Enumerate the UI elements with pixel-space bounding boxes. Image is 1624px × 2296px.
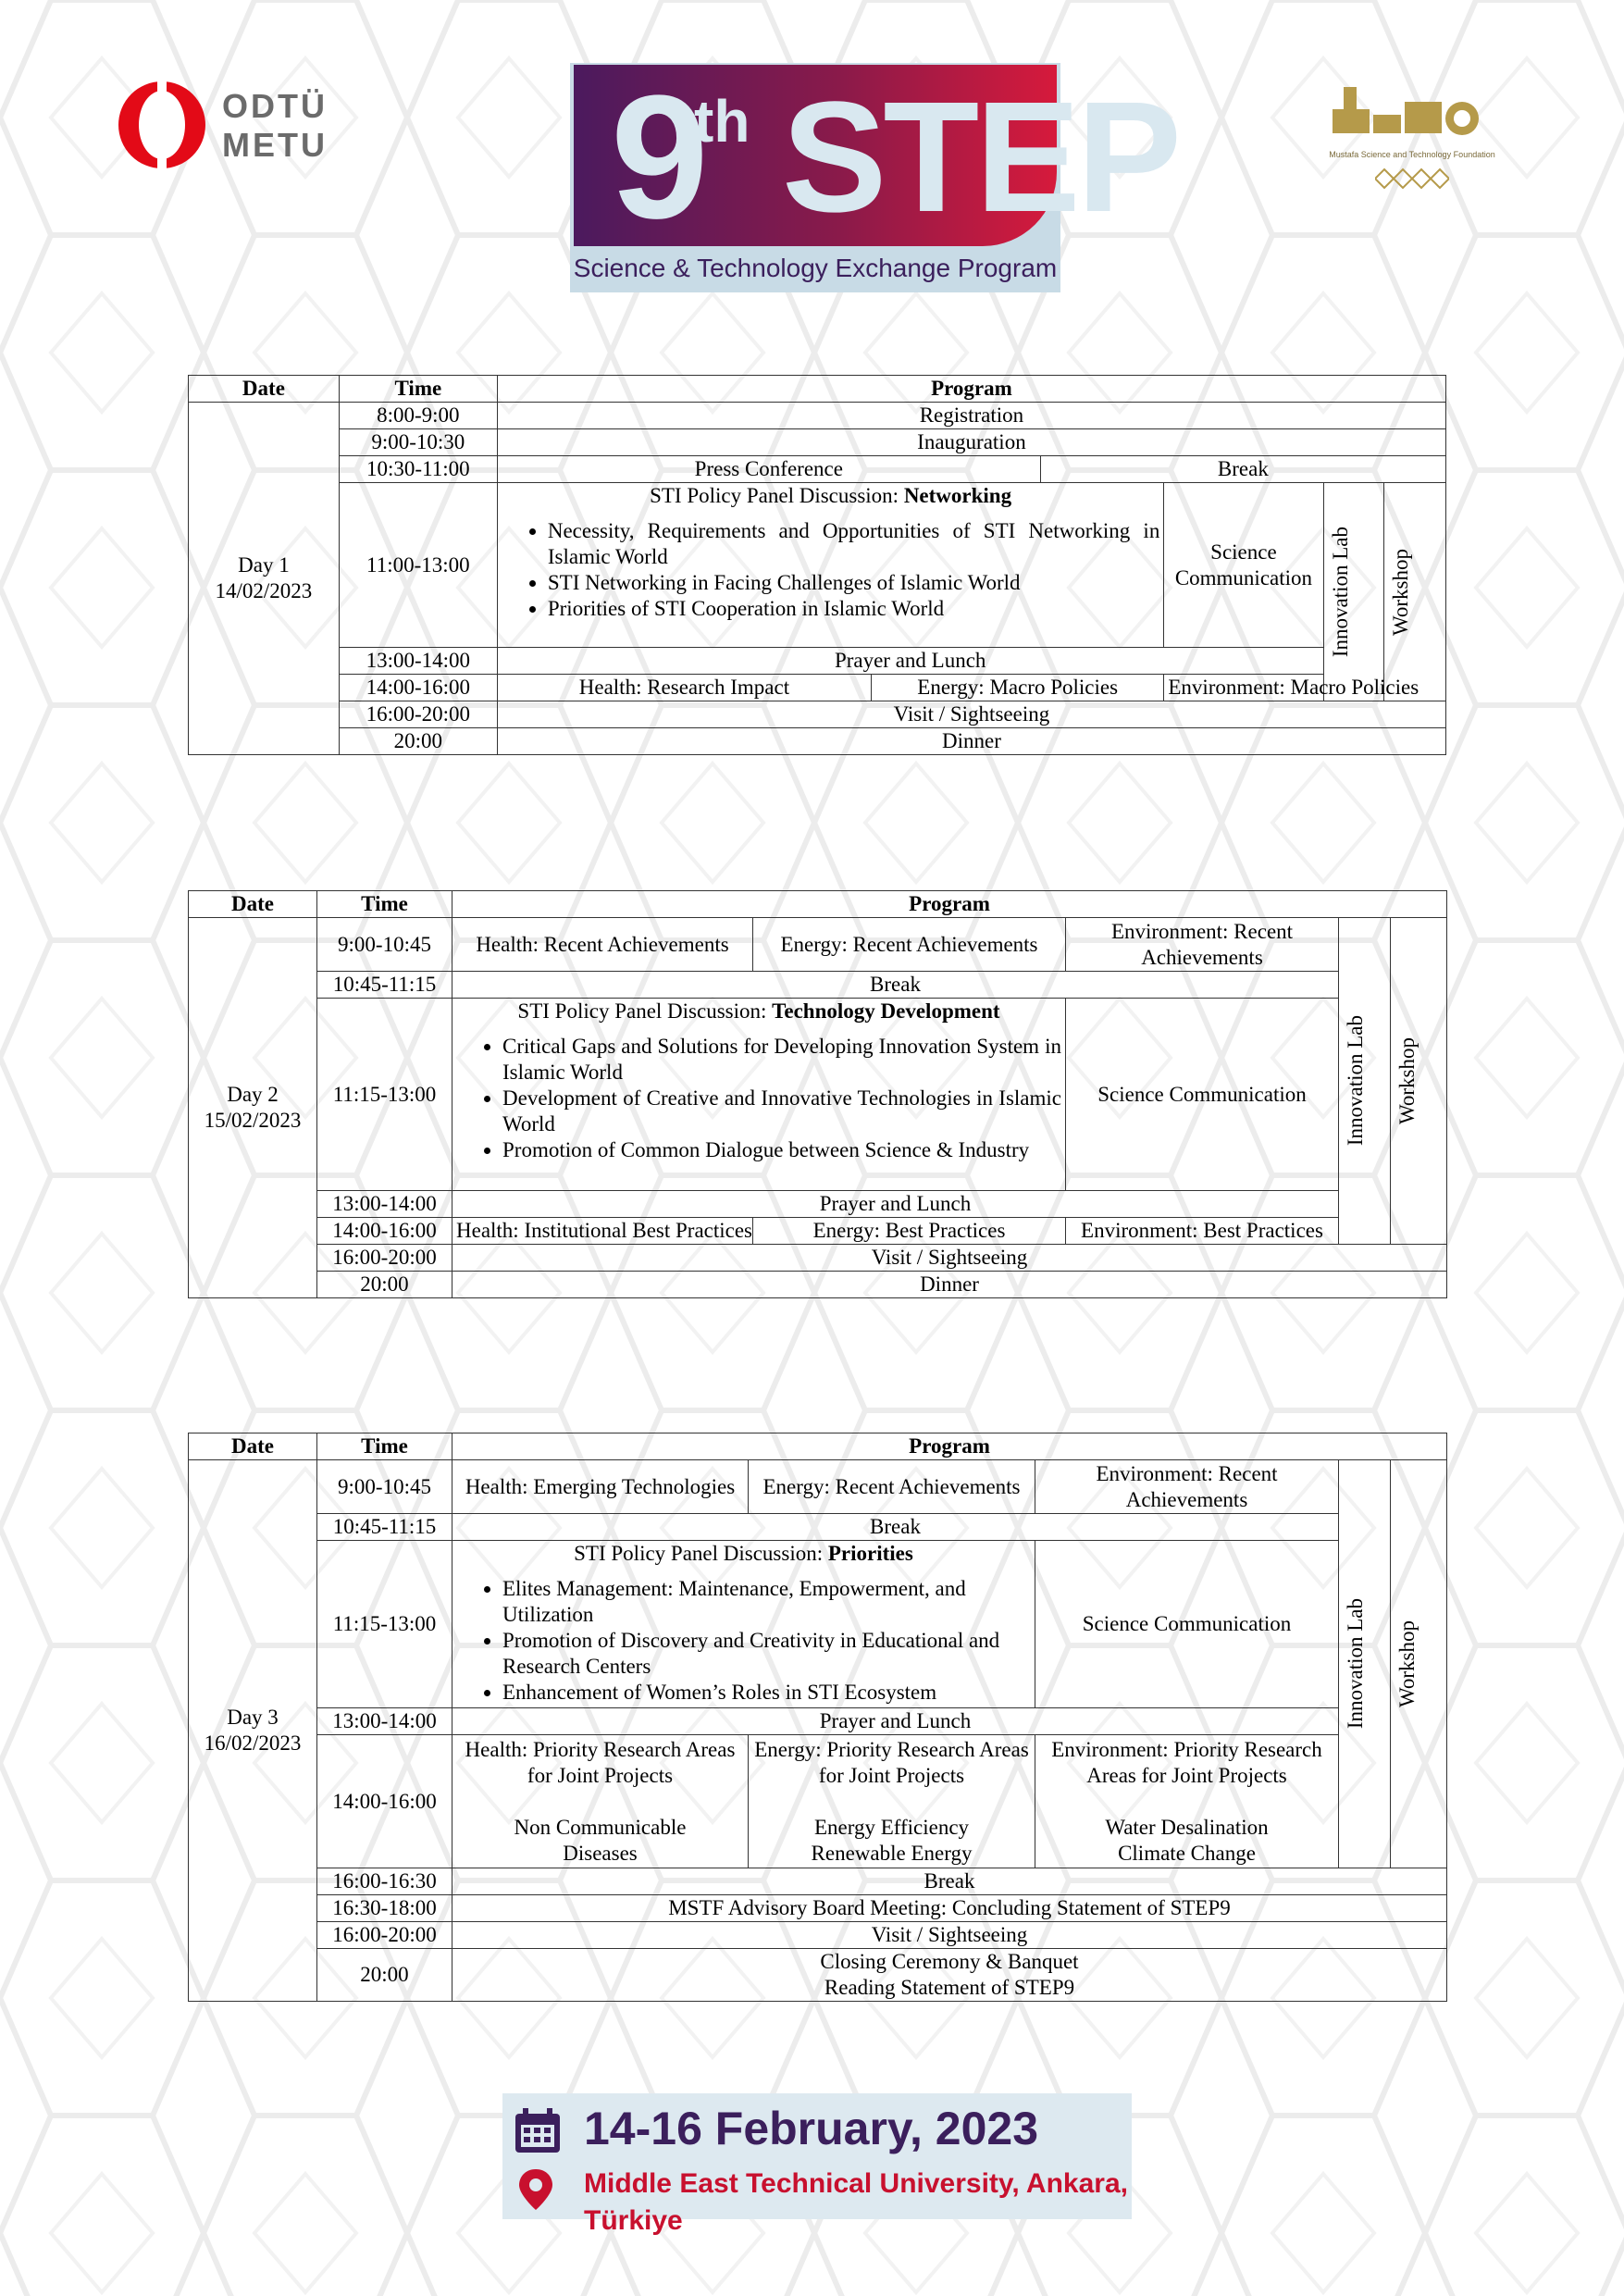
- health-topic: Non Communicable Diseases: [514, 1815, 687, 1865]
- energy-session-cell: Energy: Macro Policies: [872, 675, 1164, 701]
- day-date: 14/02/2023: [215, 579, 313, 602]
- table-row: [189, 1460, 1447, 1514]
- health-session-title: Health: Priority Research Areas for Joint Projects: [465, 1737, 736, 1787]
- energy-session-title: Energy: Priority Research Areas for Joint Projects: [754, 1737, 1029, 1787]
- table-header-row: [189, 1433, 1447, 1460]
- table-row: [189, 1245, 1447, 1272]
- time-cell: 16:00-16:30: [317, 1868, 452, 1895]
- panel-title: STI Policy Panel Discussion: Technology Development: [517, 999, 1000, 1023]
- panel-title: STI Policy Panel Discussion: Priorities: [574, 1542, 913, 1565]
- energy-session-cell: Energy: Recent Achievements: [753, 918, 1066, 972]
- metu-emblem-icon: [118, 81, 205, 168]
- day-cell: [189, 403, 340, 755]
- time-cell: 9:00-10:30: [339, 429, 497, 456]
- environment-session-title: Environment: Priority Research Areas for Joint Projects: [1051, 1737, 1322, 1787]
- table-header-row: [189, 376, 1446, 403]
- step-logo: [570, 59, 1179, 292]
- time-cell: 16:00-20:00: [317, 1922, 452, 1949]
- table-row: [189, 483, 1446, 648]
- program-cell: Break: [452, 972, 1339, 999]
- reading-statement-line: Reading Statement of STEP9: [824, 1976, 1075, 1999]
- table-row: [189, 1272, 1447, 1298]
- time-cell: 8:00-9:00: [339, 403, 497, 429]
- list-item: • Enhancement of Women’s Roles in STI Ecosystem: [502, 1680, 1031, 1706]
- time-cell: 16:30-18:00: [317, 1895, 452, 1922]
- health-session-cell: Health: Recent Achievements: [452, 918, 753, 972]
- environment-session-cell: Environment: Recent Achievements: [1035, 1460, 1339, 1514]
- table-header-row: [189, 891, 1447, 918]
- table-row: [189, 918, 1447, 972]
- science-communication-cell: Science Communication: [1066, 999, 1339, 1191]
- day-label: Day 1: [238, 553, 290, 577]
- time-cell: 16:00-20:00: [317, 1245, 452, 1272]
- time-cell: 11:15-13:00: [317, 999, 452, 1191]
- program-cell: Prayer and Lunch: [452, 1708, 1339, 1735]
- time-header: Time: [317, 891, 452, 918]
- environment-session-cell: Environment: Best Practices: [1066, 1218, 1339, 1245]
- time-cell: 10:45-11:15: [317, 1514, 452, 1541]
- time-cell: 10:45-11:15: [317, 972, 452, 999]
- time-cell: 14:00-16:00: [317, 1218, 452, 1245]
- table-row: [189, 1541, 1447, 1708]
- day-label: Day 2: [227, 1083, 279, 1106]
- science-communication-cell: Science Communication: [1164, 483, 1323, 648]
- metu-logo: [118, 81, 328, 174]
- table-row: [189, 1735, 1447, 1868]
- energy-session-cell: [749, 1735, 1035, 1868]
- day-cell: [189, 1460, 317, 2002]
- closing-ceremony-line: Closing Ceremony & Banquet: [820, 1950, 1079, 1973]
- table-row: [189, 648, 1446, 675]
- list-item: • Elites Management: Maintenance, Empowerment, and Utilization: [502, 1576, 1031, 1628]
- time-cell: 14:00-16:00: [317, 1735, 452, 1868]
- calendar-icon: [514, 2106, 562, 2154]
- program-cell: Registration: [497, 403, 1445, 429]
- environment-session-cell: [1035, 1735, 1339, 1868]
- metu-logo-line1: ODTÜ: [222, 87, 328, 125]
- innovation-lab-label: Innovation Lab: [1344, 1015, 1367, 1147]
- program-cell: MSTF Advisory Board Meeting: Concluding Statement of STEP9: [452, 1895, 1447, 1922]
- time-cell: 20:00: [317, 1949, 452, 2002]
- energy-topic: Energy Efficiency: [813, 1815, 970, 1839]
- location-pin-icon: [515, 2167, 556, 2212]
- day-date: 16/02/2023: [204, 1731, 302, 1755]
- day-date: 15/02/2023: [204, 1109, 302, 1132]
- table-row: [189, 728, 1446, 755]
- metu-logo-line2: METU: [222, 126, 328, 164]
- date-header: Date: [189, 376, 340, 403]
- table-row: [189, 1922, 1447, 1949]
- table-row: [189, 1708, 1447, 1735]
- event-dates-banner: [502, 2093, 1132, 2236]
- science-communication-cell: Science Communication: [1035, 1541, 1339, 1708]
- panel-bullets: [456, 1034, 1061, 1163]
- environment-topic: Climate Change: [1118, 1841, 1256, 1865]
- panel-bullets: [502, 518, 1159, 622]
- workshop-cell: [1384, 483, 1446, 701]
- list-item: • Development of Creative and Innovative Technologies in Islamic World: [502, 1086, 1061, 1137]
- health-session-cell: Health: Emerging Technologies: [452, 1460, 749, 1514]
- time-cell: 16:00-20:00: [339, 701, 497, 728]
- workshop-label: Workshop: [1395, 1037, 1419, 1124]
- workshop-cell: [1391, 1460, 1447, 1868]
- innovation-lab-cell: [1339, 918, 1391, 1245]
- program-cell: [452, 1949, 1447, 2002]
- list-item: • Promotion of Common Dialogue between Science & Industry: [502, 1137, 1061, 1163]
- workshop-cell: [1391, 918, 1447, 1245]
- table-row: [189, 456, 1446, 483]
- day-label: Day 3: [227, 1706, 279, 1729]
- workshop-label: Workshop: [1389, 548, 1413, 636]
- step-logo-ordinal: th: [694, 88, 750, 155]
- environment-session-cell: Environment: Macro Policies: [1164, 675, 1323, 701]
- event-location: Middle East Technical University, Ankara, Türkiye: [584, 2168, 1128, 2236]
- list-item: • Critical Gaps and Solutions for Developing Innovation System in Islamic World: [502, 1034, 1061, 1086]
- program-cell: Prayer and Lunch: [452, 1191, 1339, 1218]
- panel-cell: [497, 483, 1163, 648]
- energy-session-cell: Energy: Recent Achievements: [749, 1460, 1035, 1514]
- step-logo-subtitle: Science & Technology Exchange Program: [573, 254, 1058, 282]
- program-cell: Visit / Sightseeing: [497, 701, 1445, 728]
- day1-schedule-table: [188, 375, 1446, 755]
- date-header: Date: [189, 891, 317, 918]
- program-cell: Visit / Sightseeing: [452, 1922, 1447, 1949]
- energy-session-cell: Energy: Best Practices: [753, 1218, 1066, 1245]
- program-cell: Inauguration: [497, 429, 1445, 456]
- innovation-lab-label: Innovation Lab: [1328, 526, 1352, 658]
- program-cell: Break: [452, 1868, 1447, 1895]
- energy-topic: Renewable Energy: [811, 1841, 973, 1865]
- table-row: [189, 1868, 1447, 1895]
- table-row: [189, 1514, 1447, 1541]
- table-row: [189, 999, 1447, 1191]
- table-row: [189, 701, 1446, 728]
- table-row: [189, 1218, 1447, 1245]
- panel-topic: Technology Development: [772, 999, 1000, 1023]
- program-cell: Dinner: [452, 1272, 1447, 1298]
- innovation-lab-label: Innovation Lab: [1344, 1598, 1367, 1730]
- panel-cell: [452, 1541, 1035, 1708]
- day3-schedule-table: [188, 1433, 1447, 2002]
- day-cell: [189, 918, 317, 1298]
- table-row: [189, 972, 1447, 999]
- environment-topic: Water Desalination: [1105, 1815, 1269, 1839]
- mstf-logo-caption: Mustafa Science and Technology Foundation: [1329, 150, 1495, 159]
- time-cell: 20:00: [339, 728, 497, 755]
- health-session-cell: [452, 1735, 749, 1868]
- program-cell: Visit / Sightseeing: [452, 1245, 1447, 1272]
- program-cell: Dinner: [497, 728, 1445, 755]
- table-row: [189, 403, 1446, 429]
- time-header: Time: [339, 376, 497, 403]
- mstf-pattern-icon: [1375, 165, 1449, 192]
- time-cell: 9:00-10:45: [317, 918, 452, 972]
- table-row: [189, 1949, 1447, 2002]
- list-item: • Priorities of STI Cooperation in Islamic World: [548, 596, 1159, 622]
- list-item: • Necessity, Requirements and Opportunities of STI Networking in Islamic World: [548, 518, 1159, 570]
- table-row: [189, 1191, 1447, 1218]
- time-cell: 9:00-10:45: [317, 1460, 452, 1514]
- time-cell: 10:30-11:00: [339, 456, 497, 483]
- environment-session-cell: Environment: Recent Achievements: [1066, 918, 1339, 972]
- program-header: Program: [497, 376, 1445, 403]
- time-cell: 13:00-14:00: [317, 1708, 452, 1735]
- time-cell: 11:15-13:00: [317, 1541, 452, 1708]
- table-row: [189, 1895, 1447, 1922]
- time-header: Time: [317, 1433, 452, 1460]
- time-cell: 13:00-14:00: [339, 648, 497, 675]
- time-cell: 13:00-14:00: [317, 1191, 452, 1218]
- time-cell: 14:00-16:00: [339, 675, 497, 701]
- day2-schedule-table: [188, 890, 1447, 1298]
- program-cell: Prayer and Lunch: [497, 648, 1323, 675]
- mstf-emblem-icon: [1325, 81, 1499, 152]
- panel-cell: [452, 999, 1066, 1191]
- panel-topic: Priorities: [827, 1542, 913, 1565]
- date-header: Date: [189, 1433, 317, 1460]
- innovation-lab-cell: [1339, 1460, 1391, 1868]
- list-item: • Promotion of Discovery and Creativity in Educational and Research Centers: [502, 1628, 1031, 1680]
- table-row: [189, 675, 1446, 701]
- step-logo-word: STEP: [782, 69, 1179, 245]
- time-cell: 11:00-13:00: [339, 483, 497, 648]
- table-row: [189, 429, 1446, 456]
- health-session-cell: Health: Research Impact: [497, 675, 871, 701]
- list-item: • STI Networking in Facing Challenges of Islamic World: [548, 570, 1159, 596]
- program-header: Program: [452, 891, 1447, 918]
- innovation-lab-cell: [1323, 483, 1384, 701]
- event-dates: 14-16 February, 2023: [584, 2103, 1039, 2154]
- program-cell: Break: [1040, 456, 1445, 483]
- health-session-cell: Health: Institutional Best Practices: [452, 1218, 753, 1245]
- panel-title: STI Policy Panel Discussion: Networking: [650, 484, 1012, 507]
- program-cell: Press Conference: [497, 456, 1040, 483]
- workshop-label: Workshop: [1395, 1620, 1419, 1707]
- time-cell: 20:00: [317, 1272, 452, 1298]
- step-logo-number: 9: [611, 59, 709, 255]
- panel-bullets: [456, 1576, 1031, 1706]
- program-header: Program: [452, 1433, 1447, 1460]
- program-cell: Break: [452, 1514, 1339, 1541]
- panel-topic: Networking: [903, 484, 1012, 507]
- mstf-logo: [1325, 81, 1499, 200]
